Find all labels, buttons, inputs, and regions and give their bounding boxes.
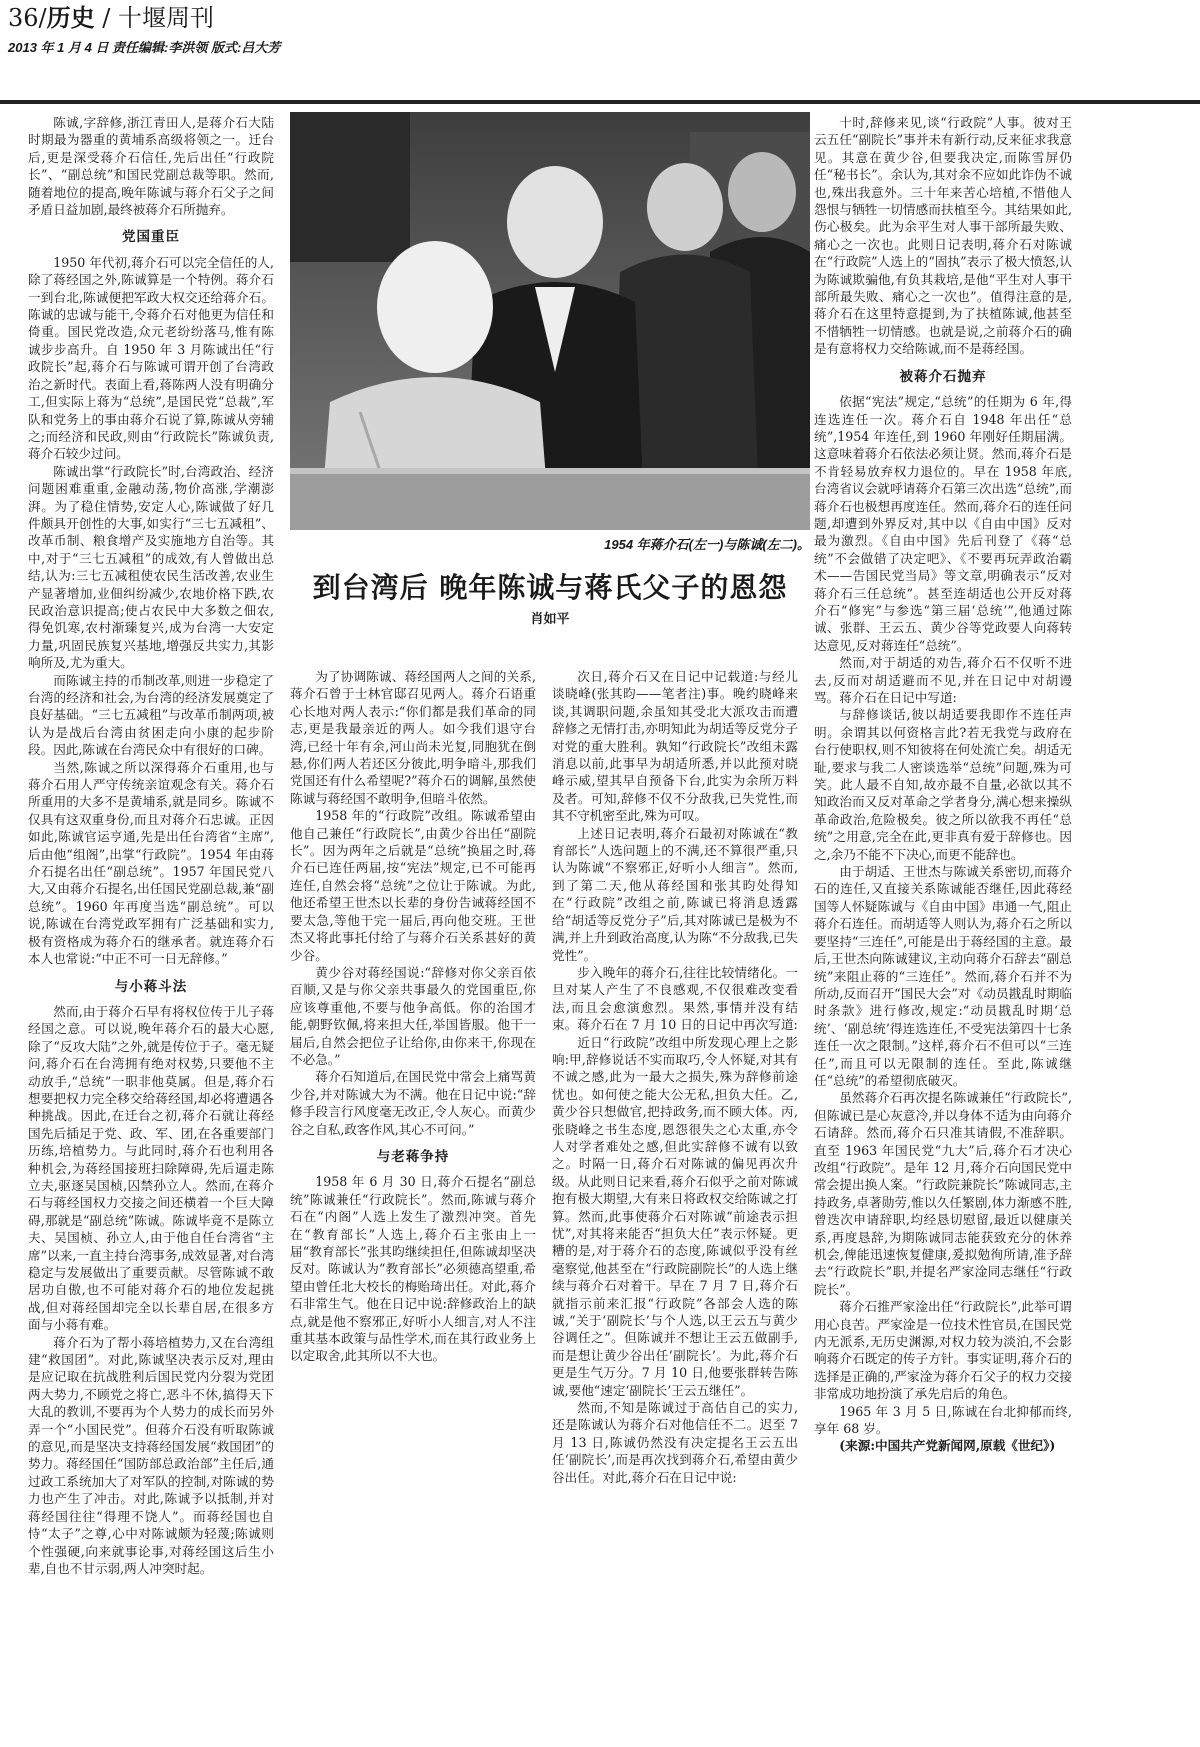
paragraph: 为了协调陈诚、蒋经国两人之间的关系,蒋介石曾于士林官邸召见两人。蒋介石语重心长地对两人表示:“你们都是我们革命的同志,更是我最亲近的两人。如今我们退守台湾,已经十年有余,河山尚未光复,同胞犹在倒悬,你们两人若还区分彼此,明争暗斗,那我们党国还有什么希望呢?”蒋介石的调解,虽然使陈诚与蒋经国不敢明争,但暗斗依然。 bbox=[290, 669, 536, 806]
paragraph: 蒋介石知道后,在国民党中常会上痛骂黄少谷,并对陈诚大为不满。他在日记中说:“辞修手段言行风度毫无改正,令人灰心。而黄少谷之自私,政客作风,其心不可问。” bbox=[290, 1069, 536, 1137]
article-source: (来源:中国共产党新闻网,原载《世纪》) bbox=[839, 1438, 1056, 1454]
article-column-4 bbox=[814, 114, 1072, 1736]
paragraph: 陈诚出掌“行政院长”时,台湾政治、经济问题困难重重,金融动荡,物价高涨,学潮澎湃。为了稳住情势,安定人心,陈诚做了好几件颇具开创性的大事,如实行“三七五减租”、改革币制、粮食增产及实施地方自治等。其中,对于“三七五减租”的成效,有人曾做出总结,认为:三七五减租使农民生活改善,农业生产显著增加,业佃纠纷减少,农地价格下跌,农民政治意识提高;使占农民中大多数之佃农,得免饥寒,农村渐臻复兴,成为台湾一大安定力量,巩固民族复兴基地,增强反共实力,其影响所及,尤为重大。 bbox=[28, 463, 274, 671]
article-headline: 到台湾后 晚年陈诚与蒋氏父子的恩怨 bbox=[312, 571, 788, 604]
section-heading-abandoned: 被蒋介石抛弃 bbox=[899, 368, 987, 384]
paragraph: 然而,不知是陈诚过于高估自己的实力,还是陈诚认为蒋介石对他信任不二。迟至 7 月 13 日,陈诚仍然没有决定提名王云五出任‘副院长’,而是再次找到蒋介石,希望由黄少谷出任。对此,蒋介石在日记中说: bbox=[552, 1400, 798, 1485]
paragraph: 1958 年 6 月 30 日,蒋介石提名“副总统”陈诚兼任“行政院长”。然而,陈诚与蒋介石在“内阁”人选上发生了激烈冲突。首先在“教育部长”人选上,蒋介石主张由上一届“教育部长”张其昀继续担任,但陈诚却坚决反对。陈诚认为“教育部长”必须德高望重,希望由曾任北大校长的梅贻琦出任。对此,蒋介石非常生气。他在日记中说:辞修政治上的缺点,就是他不察邪正,好听小人细言,对人不注重其基本政策与品性学术,而在其行政业务上以定取舍,此其所以不大也。 bbox=[290, 1174, 536, 1364]
masthead-title bbox=[8, 2, 1192, 34]
paragraph: 黄少谷对蒋经国说:“辞修对你父亲百依百顺,又是与你父亲共事最久的党国重臣,你应该尊重他,不要与他争高低。你的治国才能,朝野钦佩,将来担大任,举国皆服。他干一届后,自然会把位子让给你,由你来干,你现在不必急。” bbox=[290, 964, 536, 1067]
section-heading-old-chiang: 与老蒋争持 bbox=[376, 1148, 450, 1164]
paragraph: 1950 年代初,蒋介石可以完全信任的人,除了蒋经国之外,陈诚算是一个特例。蒋介石一到台北,陈诚便把军政大权交还给蒋介石。陈诚的忠诚与能干,令蒋介石对他更为信任和倚重。国民党改造,众元老纷纷落马,惟有陈诚步步高升。自 1950 年 3 月陈诚出任“行政院长”起,蒋介石与陈诚可谓开创了台湾政治之新时代。表面上看,蒋陈两人没有明确分工,但实际上蒋为“总统”,是国民党“总裁”,军队和党务上的事由蒋介石说了算,陈诚从旁辅之;而经济和民政,则由“行政院长”陈诚负责,蒋介石较少过问。 bbox=[28, 254, 274, 462]
paragraph: 当然,陈诚之所以深得蒋介石重用,也与蒋介石用人严守传统亲谊观念有关。蒋介石所重用的大多不是黄埔系,就是同乡。陈诚不仅具有这双重身份,而且对蒋介石忠诚。正因如此,陈诚官运亨通,先是出任台湾省“主席”,后由他“组阁”,出掌“行政院”。1954 年由蒋介石提名出任“副总统”。1957 年国民党八大,又由蒋介石提名,出任国民党副总裁,兼“副总统”。1960 年再度当选“副总统”。可以说,陈诚在台湾党政军拥有广泛基础和实力,极有资格成为蒋介石的继承者。就连蒋介石本人也常说:“中正不可一日无辞修。” bbox=[28, 759, 274, 967]
paragraph: 十时,辞修来见,谈“行政院”人事。彼对王云五任“副院长”事并未有新行动,反来征求我意见。其意在黄少谷,但要我决定,而陈雪屏仍任“秘书长”。余认为,其对余不应如此诈伪不诚也,殊出我意外。三十年来苦心培植,不惜他人怨恨与牺牲一切情感而扶植至今。其结果如此,伤心极矣。此为余平生对人事干部所最失败、痛心之一次也。此则日记表明,蒋介石对陈诚在“行政院”人选上的“固执”表示了极大愤怒,认为陈诚欺骗他,有负其栽培,是他“平生对人事干部所最失败、痛心之一次也”。值得注意的是,蒋介石在这里特意提到,为了扶植陈诚,他甚至不惜牺牲一切情感。也就是说,之前蒋介石的确是有意将权力交给陈诚,而不是蒋经国。 bbox=[814, 115, 1072, 357]
paragraph: 步入晚年的蒋介石,往往比较情绪化。一旦对某人产生了不良感观,不仅很难改变看法,而且会愈演愈烈。果然,事情并没有结束。蒋介石在 7 月 10 日的日记中再次写道: bbox=[552, 964, 798, 1033]
paragraph: 然而,由于蒋介石早有将权位传于儿子蒋经国之意。可以说,晚年蒋介石的最大心愿,除了“反攻大陆”之外,就是传位于子。毫无疑问,蒋介石在台湾拥有绝对权势,只要他不主动放手,“总统”一职非他莫属。但是,蒋介石想要把权力完全移交给蒋经国,却必将遭遇各种挑战。因此,在迁台之初,蒋介石就让蒋经国先后插足于党、政、军、团,在各重要部门历练,培植势力。与此同时,蒋介石也利用各种机会,为蒋经国接班扫除障碍,先后逼走陈立夫,驱逐吴国桢,囚禁孙立人。然而,在蒋介石与蒋经国权力交接之间还横着一个巨大障碍,那就是“副总统”陈诚。陈诚毕竟不是陈立夫、吴国桢、孙立人,由于他自任台湾省“主席”以来,一直主持台湾事务,成效显著,对台湾稳定与发展做出了重要贡献。尽管陈诚不敢居功自傲,也不可能对蒋介石的地位发起挑战,但对蒋经国却完全以长辈自居,在很多方面与小蒋有难。 bbox=[28, 1003, 274, 1333]
section-name: 历史 bbox=[46, 3, 95, 32]
section-heading-party-minister: 党国重臣 bbox=[122, 229, 180, 245]
paragraph: 由于胡适、王世杰与陈诚关系密切,而蒋介石的连任,又直接关系陈诚能否继任,因此蒋经国等人怀疑陈诚与《自由中国》串通一气,阻止蒋介石连任。而胡适等人则认为,蒋介石之所以要坚持“三连任”,可能是出于蒋经国的主意。最后,王世杰向陈诚建议,主动向蒋介石辞去“副总统”来阻止蒋的“三连任”。然而,蒋介石并不为所动,反而召开“国民大会”对《动员戡乱时期临时条款》进行修改,规定:“动员戡乱时期‘总统’、‘副总统’得连选连任,不受宪法第四十七条连任一次之限制。”这样,蒋介石不但可以“三连任”,而且可以无限制的连任。至此,陈诚继任“总统”的希望彻底破灭。 bbox=[814, 864, 1072, 1088]
article-column-1 bbox=[28, 114, 274, 1736]
paragraph: 蒋介石推严家淦出任“行政院长”,此举可谓用心良苦。严家淦是一位技术性官员,在国民党内无派系,无历史渊源,对权力较为淡泊,不会影响蒋介石既定的传子方针。事实证明,蒋介石的选择是正确的,严家淦为蒋介石父子的权力交接非常成功地扮演了承先启后的角色。 bbox=[814, 1299, 1072, 1402]
header-rule bbox=[0, 100, 1200, 104]
page-number: 36/ bbox=[8, 4, 47, 32]
masthead-meta: 2013 年 1 月 4 日 责任编辑:李洪领 版式:吕大芳 bbox=[8, 40, 281, 55]
paragraph: 然而,对于胡适的劝告,蒋介石不仅听不进去,反而对胡适避而不见,并在日记中对胡谩骂。蒋介石在日记中写道: bbox=[814, 655, 1072, 705]
paragraph: 依据“宪法”规定,“总统”的任期为 6 年,得连选连任一次。蒋介石自 1948 年出任“总统”,1954 年连任,到 1960 年刚好任期届满。这意味着蒋介石依法必须让贤。然而,蒋介石是不肯轻易放弃权力退位的。早在 1958 年底,台湾省议会就呼请蒋介石第三次出选“总统”,而蒋介石也极想再度连任。然而,蒋介石的连任问题,却遭到外界反对,其中以《自由中国》反对最为激烈。《自由中国》先后刊登了《蒋“总统”不会做错了决定吧》、《不要再玩弄政治霸术——告国民党当局》等文章,明确表示“反对蒋介石三任总统”。甚至连胡适也公开反对蒋介石“修宪”与参选“第三届‘总统’”,他通过陈诚、张群、王云五、黄少谷等党政要人向蒋转达意见,反对蒋连任“总统”。 bbox=[814, 394, 1072, 653]
paragraph: 上述日记表明,蒋介石最初对陈诚在“教育部长”人选问题上的不满,还不算很严重,只认为陈诚“不察邪正,好听小人细言”。然而,到了第二天,他从蒋经国和张其昀处得知在“行政院”改组之前,陈诚已将消息透露给“胡适等反党分子”后,其对陈诚已是极为不满,并上升到政治高度,认为陈“不分敌我,已失党性”。 bbox=[552, 825, 798, 963]
historical-photo bbox=[290, 112, 810, 530]
section-heading-little-chiang: 与小蒋斗法 bbox=[114, 978, 188, 994]
paragraph: 蒋介石为了帮小蒋培植势力,又在台湾组建“救国团”。对此,陈诚坚决表示反对,理由是应记取在抗战胜利后国民党内分裂为党团两大势力,不顾党之将亡,恶斗不休,搞得天下大乱的教训,不要再为个人势力的成长而另外弄一个“小国民党”。但蒋介石没有听取陈诚的意见,而是坚决支持蒋经国发展“救国团”的势力。蒋经国任“国防部总政治部”主任后,通过政工系统加大了对军队的控制,对陈诚的势力也产生了冲击。对此,陈诚予以抵制,并对蒋经国往往“得理不饶人”。而蒋经国也自恃“太子”之尊,心中对陈诚颇为轻蔑;陈诚则个性强硬,向来就事论事,对蒋经国这后生小辈,自也不甘示弱,两人冲突时起。 bbox=[28, 1334, 274, 1576]
article-column-2 bbox=[290, 668, 536, 1736]
masthead-separator: / bbox=[102, 4, 111, 32]
paragraph: 虽然蒋介石再次提名陈诚兼任“行政院长”,但陈诚已是心灰意冷,并以身体不适为由向蒋介石请辞。然而,蒋介石只准其请假,不准辞职。直至 1963 年国民党“九大”后,蒋介石才决心改组“行政院”。是年 12 月,蒋介石向国民党中常会提出换人案。“行政院兼院长”陈诚同志,主持政务,卓著勋劳,惟以久任繁剧,体力渐感不胜,曾迭次申请辞职,均经恳切慰留,最近以健康关系,再度恳辞,为期陈诚同志能获致充分的休养机会,俾能迅速恢复健康,爰拟勉徇所请,准予辞去“行政院长”职,并提名严家淦同志继任“行政院长”。 bbox=[814, 1090, 1072, 1297]
article-column-3 bbox=[552, 668, 798, 1736]
paragraph: 1958 年的“行政院”改组。陈诚希望由他自己兼任“行政院长”,由黄少谷出任“副院长”。因为两年之后就是“总统”换届之时,蒋介石已连任两届,按“宪法”规定,已不可能再连任,自然会将“总统”之位让于陈诚。为此,他还希望王世杰以长辈的身份告诫蒋经国不要太急,等他干完一届后,再向他交班。王世杰又将此事托付给了与蒋介石关系甚好的黄少谷。 bbox=[290, 808, 536, 963]
paragraph: 近日“行政院”改组中所发现心理上之影响:甲,辞修说话不实而取巧,令人怀疑,对其有不诚之感,此为一最大之损失,殊为辞修前途忧也。如何使之能大公无私,担负大任。乙,黄少谷只想做官,把持政务,而不顾大体。丙,张晓峰之书生态度,恩怨很失之心太重,亦令人对学者难处之感,但此实辞修不诚有以致之。时隔一日,蒋介石对陈诚的偏见再次升级。从此则日记来看,蒋介石似乎之前对陈诚抱有极大期望,大有来日将政权交给陈诚之打算。然而,此事使蒋介石对陈诚“前途表示担忧”,对其将来能否“担负大任”表示怀疑。更糟的是,对于蒋介石的态度,陈诚似乎没有丝毫察觉,他甚至在“行政院副院长”的人选上继续与蒋介石对着干。早在 7 月 7 日,蒋介石就指示前来汇报“行政院”各部会人选的陈诚,“关于‘副院长’与个人选,以王云五与黄少谷调任之”。但陈诚并不想让王云五做副手,而是想让黄少谷出任‘副院长’。为此,蒋介石更是生气万分。7 月 10 日,他要张群转告陈诚,要他“速定‘副院长’王云五继任”。 bbox=[552, 1034, 798, 1398]
photo-caption: 1954 年蒋介石(左一)与陈诚(左二)。 bbox=[604, 537, 810, 552]
article-byline: 肖如平 bbox=[530, 611, 570, 626]
paragraph: 而陈诚主持的币制改革,则进一步稳定了台湾的经济和社会,为台湾的经济发展奠定了良好基础。“三七五减租”与改革币制两项,被认为是战后台湾由贫困走向小康的起步阶段。因此,陈诚在台湾民众中有很好的口碑。 bbox=[28, 672, 274, 758]
paragraph: 次日,蒋介石又在日记中记载道:与经儿谈晓峰(张其昀——笔者注)事。晚约晓峰来谈,其调职问题,余虽知其受北大派攻击而遭辞修之无情打击,亦明知此为胡适等反党分子对党的重大胜利。孰知“行政院长”改组未露消息以前,此事早为胡适所悉,并以此预对晓峰示威,望其早自预备下台,此实为余所万料及者。可知,辞修不仅不分敌我,已失党性,而其不守机密至此,殊为可叹。 bbox=[552, 669, 798, 824]
paper-name: 十堰周刊 bbox=[118, 4, 214, 32]
photo-image bbox=[290, 112, 810, 530]
paragraph: 与辞修谈话,彼以胡适要我即作不连任声明。余谓其以何资格言此?若无我党与政府在台行使职权,则不知彼将在何处流亡矣。胡适无耻,要求与我二人密谈选举“总统”问题,殊为可笑。此人最不自知,故亦最不自量,必欲以其不知政治而又反对革命之学者身分,满心想来操纵革命政治,危险极矣。彼之所以欲我不再任“总统”之用意,完全在此,更非真有爱于辞修也。因之,余乃不能不下决心,而更不能辞也。 bbox=[814, 707, 1072, 862]
article-intro: 陈诚,字辞修,浙江青田人,是蒋介石大陆时期最为器重的黄埔系高级将领之一。迁台后,更是深受蒋介石信任,先后出任“行政院长”、“副总统”和国民党副总裁等职。然而,随着地位的提高,晚年陈诚与蒋介石父子之间矛盾日益加剧,最终被蒋介石所抛弃。 bbox=[28, 115, 274, 218]
paragraph: 1965 年 3 月 5 日,陈诚在台北抑郁而终,享年 68 岁。 bbox=[814, 1403, 1072, 1437]
masthead bbox=[8, 2, 1192, 64]
